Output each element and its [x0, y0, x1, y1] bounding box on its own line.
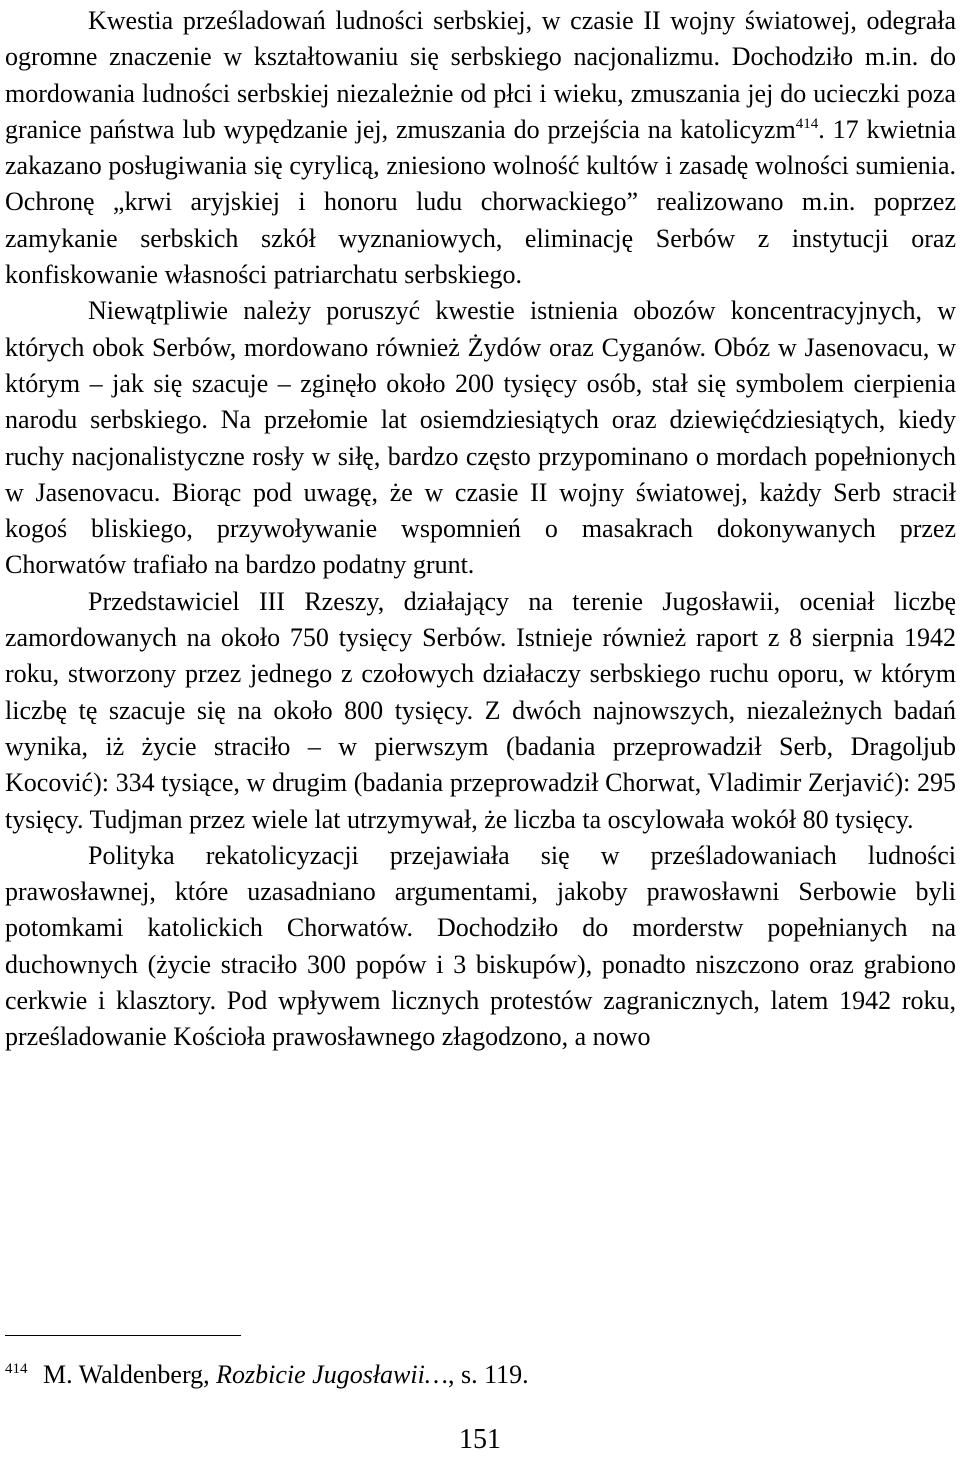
- footnote-reference[interactable]: 414: [795, 115, 819, 132]
- footnote: [5, 1354, 945, 1390]
- footnote-number: 414: [5, 1361, 28, 1377]
- footnote-separator: [5, 1335, 241, 1336]
- page-number: 151: [459, 1424, 501, 1455]
- paragraph-4: Polityka rekatolicyzacji przejawiała się w prześladowaniach ludności prawosławnej, które uzasadniano argumentami, jakoby prawosławni Serbowie byli potomkami katolickich Chorwatów. Dochodziło do morderstw popełnianych na duchownych (życie straciło 300 popów i 3 biskupów), ponadto niszczono oraz grabiono cerkwie i klasztory. Pod wpływem licznych protestów zagranicznych, latem 1942 roku, prześladowanie Kościoła prawosławnego złagodzono, a nowo: [5, 840, 956, 1052]
- footnote-author: M. Waldenberg,: [43, 1360, 217, 1389]
- paragraph-3: Przedstawiciel III Rzeszy, działający na terenie Jugosławii, oceniał liczbę zamordowanych na około 750 tysięcy Serbów. Istnieje również raport z 8 sierpnia 1942 roku, stworzony przez jednego z czołowych działaczy serbskiego ruchu oporu, w którym liczbę tę szacuje się na około 800 tysięcy. Z dwóch najnowszych, niezależnych badań wynika, iż życie straciło – w pierwszym (badania przeprowadził Serb, Dragoljub Kocović): 334 tysiące, w drugim (badania przeprowadził Chorwat, Vladimir Zerjavić): 295 tysięcy. Tudjman przez wiele lat utrzymywał, że liczba ta oscylowała wokół 80 tysięcy.: [5, 586, 956, 834]
- paragraph-2: Niewątpliwie należy poruszyć kwestie istnienia obozów koncentracyjnych, w których obok Serbów, mordowano również Żydów oraz Cyganów. Obóz w Jasenovacu, w którym – jak się szacuje – zginęło około 200 tysięcy osób, stał się symbolem cierpienia narodu serbskiego. Na przełomie lat osiemdziesiątych oraz dziewięćdziesiątych, kiedy ruchy nacjonalistyczne rosły w siłę, bardzo często przypominano o mordach popełnionych w Jasenovacu. Biorąc pod uwagę, że w czasie II wojny światowej, każdy Serb stracił kogoś bliskiego, przywoływanie wspomnień o masakrach dokonywanych przez Chorwatów trafiało na bardzo podatny grunt.: [5, 296, 956, 580]
- footnote-title: Rozbicie Jugosławii…: [216, 1360, 448, 1389]
- footnote-area: [5, 1335, 945, 1390]
- body-text: [5, 0, 956, 1056]
- paragraph-1-part-b: . 17 kwietnia zakazano posługiwania się cyrylicą, zniesiono wolność kultów i zasadę wolności sumienia. Ochronę „krwi aryjskiej i honoru ludu chorwackiego” realizowano m.in. poprzez zamykanie serbskich szkół wyznaniowych, eliminację Serbów z instytucji oraz konfiskowanie własności patriarchatu serbskiego.: [5, 114, 956, 290]
- paragraph-1-part-a: Kwestia prześladowań ludności serbskiej, w czasie II wojny światowej, odegrała ogromne znaczenie w kształtowaniu się serbskiego nacjonalizmu. Dochodziło m.in. do mordowania ludności serbskiej niezależnie od płci i wieku, zmuszania jej do ucieczki poza granice państwa lub wypędzanie jej, zmuszania do przejścia na katolicyzm: [5, 6, 956, 144]
- footnote-pages: , s. 119.: [447, 1360, 529, 1389]
- paragraph-1: [5, 3, 956, 293]
